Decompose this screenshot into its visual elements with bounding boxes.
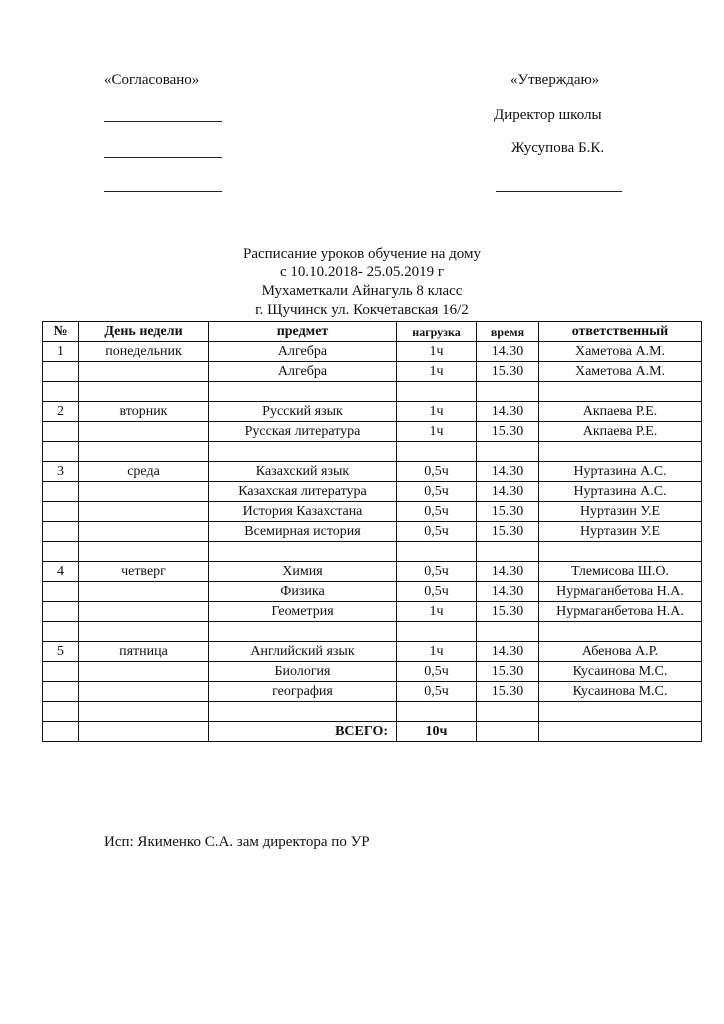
- table-header-row: [43, 322, 702, 342]
- cell-subject: [209, 542, 397, 562]
- cell-load: 1ч: [397, 642, 477, 662]
- table-row: [43, 422, 702, 442]
- date-range: с 10.10.2018- 25.05.2019 г: [279, 264, 445, 280]
- table-row: [43, 342, 702, 362]
- cell-subject: Русский язык: [209, 402, 397, 422]
- column-header-subject: предмет: [209, 322, 397, 342]
- cell-subject: Русская литература: [209, 422, 397, 442]
- cell-subject: [209, 442, 397, 462]
- cell-number: [43, 422, 79, 442]
- cell-load: 0,5ч: [397, 682, 477, 702]
- executor-note: Исп: Якименко С.А. зам директора по УР: [104, 834, 370, 850]
- cell-time: 14.30: [477, 342, 539, 362]
- cell-responsible: [539, 442, 702, 462]
- approval-right-title: «Утверждаю»: [510, 72, 600, 88]
- table-row: [43, 522, 702, 542]
- cell-subject: Всемирная история: [209, 522, 397, 542]
- cell-time: [477, 622, 539, 642]
- cell-day: понедельник: [79, 342, 209, 362]
- cell-responsible: Нуртазина А.С.: [539, 462, 702, 482]
- table-row: [43, 482, 702, 502]
- cell-day: [79, 622, 209, 642]
- cell-load: [397, 442, 477, 462]
- cell-responsible: Тлемисова Ш.О.: [539, 562, 702, 582]
- column-header-responsible: ответственный: [539, 322, 702, 342]
- cell-responsible: [539, 542, 702, 562]
- cell-load: [397, 622, 477, 642]
- total-value: 10ч: [397, 722, 477, 742]
- cell-time: 15.30: [477, 362, 539, 382]
- cell-subject: Геометрия: [209, 602, 397, 622]
- cell-responsible: Нуртазина А.С.: [539, 482, 702, 502]
- cell-load: [397, 382, 477, 402]
- cell-number: [43, 482, 79, 502]
- cell-responsible: Нуртазин У.Е: [539, 502, 702, 522]
- column-header-day: День недели: [79, 322, 209, 342]
- schedule-table: [42, 321, 702, 742]
- cell-time: 15.30: [477, 502, 539, 522]
- cell-time: [477, 702, 539, 722]
- cell-subject: Химия: [209, 562, 397, 582]
- cell-load: [397, 542, 477, 562]
- cell-time: 15.30: [477, 422, 539, 442]
- cell-responsible: [539, 622, 702, 642]
- cell-load: 1ч: [397, 422, 477, 442]
- signature-line-left-1: [104, 121, 222, 122]
- cell-time: 15.30: [477, 662, 539, 682]
- cell-load: 1ч: [397, 602, 477, 622]
- cell-day: [79, 442, 209, 462]
- cell-time: [477, 382, 539, 402]
- table-row: [43, 622, 702, 642]
- cell-load: 0,5ч: [397, 482, 477, 502]
- cell-load: 0,5ч: [397, 662, 477, 682]
- cell-day: четверг: [79, 562, 209, 582]
- table-row: [43, 542, 702, 562]
- cell-responsible: [539, 702, 702, 722]
- cell-number: 1: [43, 342, 79, 362]
- cell-subject: география: [209, 682, 397, 702]
- signature-line-right: [496, 191, 622, 192]
- cell-day: [79, 422, 209, 442]
- cell-number: 4: [43, 562, 79, 582]
- cell-subject: Английский язык: [209, 642, 397, 662]
- table-row: [43, 662, 702, 682]
- cell-load: 0,5ч: [397, 582, 477, 602]
- cell-number: [43, 702, 79, 722]
- cell-day: [79, 482, 209, 502]
- cell-subject: Алгебра: [209, 362, 397, 382]
- cell-subject: [209, 702, 397, 722]
- cell-number: [43, 682, 79, 702]
- director-name: Жусупова Б.К.: [511, 140, 605, 156]
- cell-time: 14.30: [477, 642, 539, 662]
- cell-time: 15.30: [477, 682, 539, 702]
- cell-responsible: Нурмаганбетова Н.А.: [539, 602, 702, 622]
- cell-subject: Казахский язык: [209, 462, 397, 482]
- cell-responsible: Хаметова А.М.: [539, 362, 702, 382]
- cell-load: 0,5ч: [397, 522, 477, 542]
- signature-line-left-3: [104, 191, 222, 192]
- cell-day: [79, 582, 209, 602]
- cell-number: [43, 622, 79, 642]
- cell-day: [79, 362, 209, 382]
- schedule-body: [43, 342, 702, 722]
- total-empty-cell: [43, 722, 79, 742]
- director-role: Директор школы: [494, 107, 602, 123]
- cell-time: 14.30: [477, 582, 539, 602]
- cell-responsible: Абенова А.Р.: [539, 642, 702, 662]
- student-info: Мухаметкали Айнагуль 8 класс: [261, 283, 463, 299]
- cell-time: 15.30: [477, 522, 539, 542]
- cell-number: [43, 362, 79, 382]
- table-row: [43, 442, 702, 462]
- cell-responsible: Акпаева Р.Е.: [539, 402, 702, 422]
- cell-day: [79, 502, 209, 522]
- cell-subject: Казахская литература: [209, 482, 397, 502]
- signature-line-left-2: [104, 157, 222, 158]
- table-row: [43, 602, 702, 622]
- cell-load: 0,5ч: [397, 502, 477, 522]
- cell-number: [43, 382, 79, 402]
- column-header-time: время: [477, 322, 539, 342]
- table-row: [43, 682, 702, 702]
- total-empty-cell: [477, 722, 539, 742]
- table-row: [43, 702, 702, 722]
- cell-responsible: [539, 382, 702, 402]
- cell-subject: Биология: [209, 662, 397, 682]
- column-header-number: №: [43, 322, 79, 342]
- cell-subject: История Казахстана: [209, 502, 397, 522]
- cell-responsible: Нуртазин У.Е: [539, 522, 702, 542]
- cell-time: 14.30: [477, 562, 539, 582]
- cell-day: [79, 522, 209, 542]
- cell-number: 5: [43, 642, 79, 662]
- cell-responsible: Акпаева Р.Е.: [539, 422, 702, 442]
- cell-day: [79, 702, 209, 722]
- table-row: [43, 582, 702, 602]
- cell-number: [43, 442, 79, 462]
- table-row: [43, 642, 702, 662]
- cell-day: [79, 662, 209, 682]
- total-empty-cell: [539, 722, 702, 742]
- cell-day: [79, 602, 209, 622]
- table-row: [43, 362, 702, 382]
- cell-time: [477, 542, 539, 562]
- cell-subject: Алгебра: [209, 342, 397, 362]
- cell-load: 1ч: [397, 362, 477, 382]
- total-label: ВСЕГО:: [209, 722, 397, 742]
- cell-number: [43, 662, 79, 682]
- cell-day: [79, 542, 209, 562]
- cell-time: 14.30: [477, 402, 539, 422]
- total-row: [43, 722, 702, 742]
- cell-subject: [209, 622, 397, 642]
- cell-time: [477, 442, 539, 462]
- cell-day: среда: [79, 462, 209, 482]
- cell-number: 3: [43, 462, 79, 482]
- cell-day: пятница: [79, 642, 209, 662]
- cell-responsible: Нурмаганбетова Н.А.: [539, 582, 702, 602]
- table-row: [43, 462, 702, 482]
- cell-number: [43, 542, 79, 562]
- cell-number: [43, 522, 79, 542]
- cell-subject: Физика: [209, 582, 397, 602]
- cell-time: 14.30: [477, 482, 539, 502]
- column-header-load: нагрузка: [397, 322, 477, 342]
- cell-load: [397, 702, 477, 722]
- cell-number: 2: [43, 402, 79, 422]
- table-row: [43, 502, 702, 522]
- cell-time: 15.30: [477, 602, 539, 622]
- cell-load: 1ч: [397, 402, 477, 422]
- cell-subject: [209, 382, 397, 402]
- total-empty-cell: [79, 722, 209, 742]
- cell-number: [43, 602, 79, 622]
- approval-left-title: «Согласовано»: [104, 72, 200, 88]
- table-row: [43, 382, 702, 402]
- cell-number: [43, 502, 79, 522]
- table-row: [43, 402, 702, 422]
- cell-day: [79, 382, 209, 402]
- cell-number: [43, 582, 79, 602]
- address: г. Щучинск ул. Кокчетавская 16/2: [255, 302, 469, 318]
- cell-day: [79, 682, 209, 702]
- cell-time: 14.30: [477, 462, 539, 482]
- cell-responsible: Кусаинова М.С.: [539, 682, 702, 702]
- cell-responsible: Хаметова А.М.: [539, 342, 702, 362]
- table-row: [43, 562, 702, 582]
- cell-day: вторник: [79, 402, 209, 422]
- document-title: Расписание уроков обучение на дому: [242, 246, 482, 262]
- cell-load: 1ч: [397, 342, 477, 362]
- cell-load: 0,5ч: [397, 462, 477, 482]
- cell-load: 0,5ч: [397, 562, 477, 582]
- cell-responsible: Кусаинова М.С.: [539, 662, 702, 682]
